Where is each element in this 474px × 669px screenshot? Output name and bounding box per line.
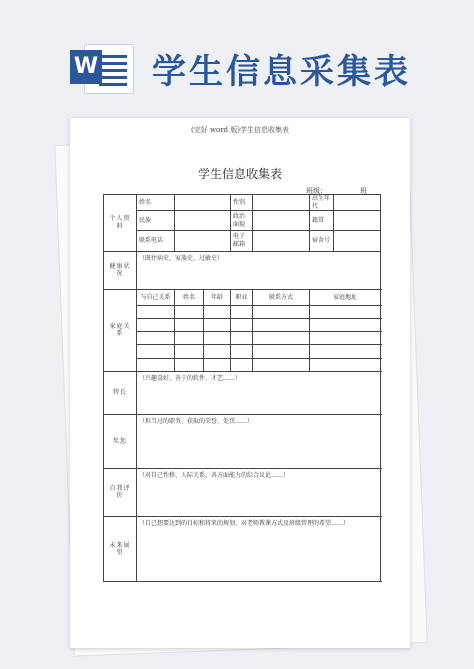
class-label: 班级： [306, 187, 327, 195]
family-cell[interactable] [231, 358, 253, 371]
label-native: 籍贯 [310, 211, 334, 231]
family-cell[interactable] [137, 358, 175, 371]
label-name: 姓名 [137, 195, 175, 211]
field-politics[interactable] [253, 211, 310, 231]
document-page [70, 118, 410, 648]
header-banner [0, 0, 474, 112]
family-cell[interactable] [253, 332, 310, 345]
family-cell[interactable] [310, 332, 381, 345]
family-cell[interactable] [204, 319, 231, 332]
family-cell[interactable] [175, 306, 204, 319]
family-cell[interactable] [175, 345, 204, 358]
field-birth[interactable] [334, 195, 381, 211]
field-email[interactable] [253, 231, 310, 251]
section-future: 未来展望 [104, 517, 137, 582]
section-awards: 奖惩 [104, 415, 137, 469]
label-phone: 联系电话 [137, 231, 175, 251]
label-politics: 政治面貌 [231, 211, 253, 231]
field-native[interactable] [334, 211, 381, 231]
family-header-address: 家庭地址 [310, 289, 381, 305]
info-form-table [103, 194, 381, 582]
family-header-age: 年龄 [204, 289, 231, 305]
family-cell[interactable] [204, 332, 231, 345]
banner-title: 学生信息采集表 [152, 52, 411, 92]
field-name[interactable] [175, 195, 231, 211]
family-cell[interactable] [310, 345, 381, 358]
family-cell[interactable] [137, 332, 175, 345]
family-cell[interactable] [310, 306, 381, 319]
self-evaluation-field[interactable]: （对自己性格、人际关系、各方面能力的综合议论……） [137, 468, 381, 517]
label-birth: 出生年代 [310, 195, 334, 211]
family-cell[interactable] [253, 345, 310, 358]
family-row [104, 332, 381, 345]
section-family: 家庭关系 [104, 289, 137, 371]
family-cell[interactable] [175, 332, 204, 345]
family-cell[interactable] [137, 306, 175, 319]
section-health: 健康状况 [104, 251, 137, 289]
family-row [104, 358, 381, 371]
family-cell[interactable] [137, 345, 175, 358]
family-cell[interactable] [253, 306, 310, 319]
family-cell[interactable] [310, 358, 381, 371]
family-cell[interactable] [175, 358, 204, 371]
label-ethnicity: 民族 [137, 211, 175, 231]
word-icon [70, 44, 132, 92]
awards-field[interactable]: （担当过的职务、获取的荣誉、处罚……） [137, 415, 381, 469]
family-cell[interactable] [175, 319, 204, 332]
family-cell[interactable] [204, 358, 231, 371]
section-personal: 个人资料 [104, 195, 137, 252]
label-gender: 性别 [231, 195, 253, 211]
family-cell[interactable] [231, 332, 253, 345]
label-email: 电子邮箱 [231, 231, 253, 251]
section-talent: 特长 [104, 371, 137, 414]
family-cell[interactable] [204, 345, 231, 358]
family-row [104, 345, 381, 358]
field-phone[interactable] [175, 231, 231, 251]
family-cell[interactable] [231, 319, 253, 332]
family-header-contact: 联系方式 [253, 289, 310, 305]
label-dorm: 宿舍号 [310, 231, 334, 251]
field-dorm[interactable] [334, 231, 381, 251]
family-cell[interactable] [253, 358, 310, 371]
family-header-job: 职业 [231, 289, 253, 305]
future-field[interactable]: （自己想要达到的目标和将来的规划、对老师教课方式及班级管理的希望……） [137, 517, 381, 582]
field-ethnicity[interactable] [175, 211, 231, 231]
word-badge: W [70, 50, 102, 84]
family-cell[interactable] [137, 319, 175, 332]
family-cell[interactable] [204, 306, 231, 319]
family-header-name: 姓名 [175, 289, 204, 305]
section-self-evaluation: 自我评价 [104, 468, 137, 517]
family-header-relation: 与自己关系 [137, 289, 175, 305]
talent-field[interactable]: （兴趣喜好、善于的软件、才艺……） [137, 371, 381, 414]
family-cell[interactable] [253, 319, 310, 332]
family-cell[interactable] [310, 319, 381, 332]
family-cell[interactable] [231, 345, 253, 358]
family-row [104, 319, 381, 332]
class-suffix: 班 [360, 187, 367, 195]
family-cell[interactable] [231, 306, 253, 319]
running-head: (完好 word 版)学生信息收集表 [191, 126, 289, 134]
document-title: 学生信息收集表 [197, 167, 282, 181]
health-field[interactable]: （既往病史、家族史、过敏史） [137, 251, 381, 289]
field-gender[interactable] [253, 195, 310, 211]
family-row [104, 306, 381, 319]
